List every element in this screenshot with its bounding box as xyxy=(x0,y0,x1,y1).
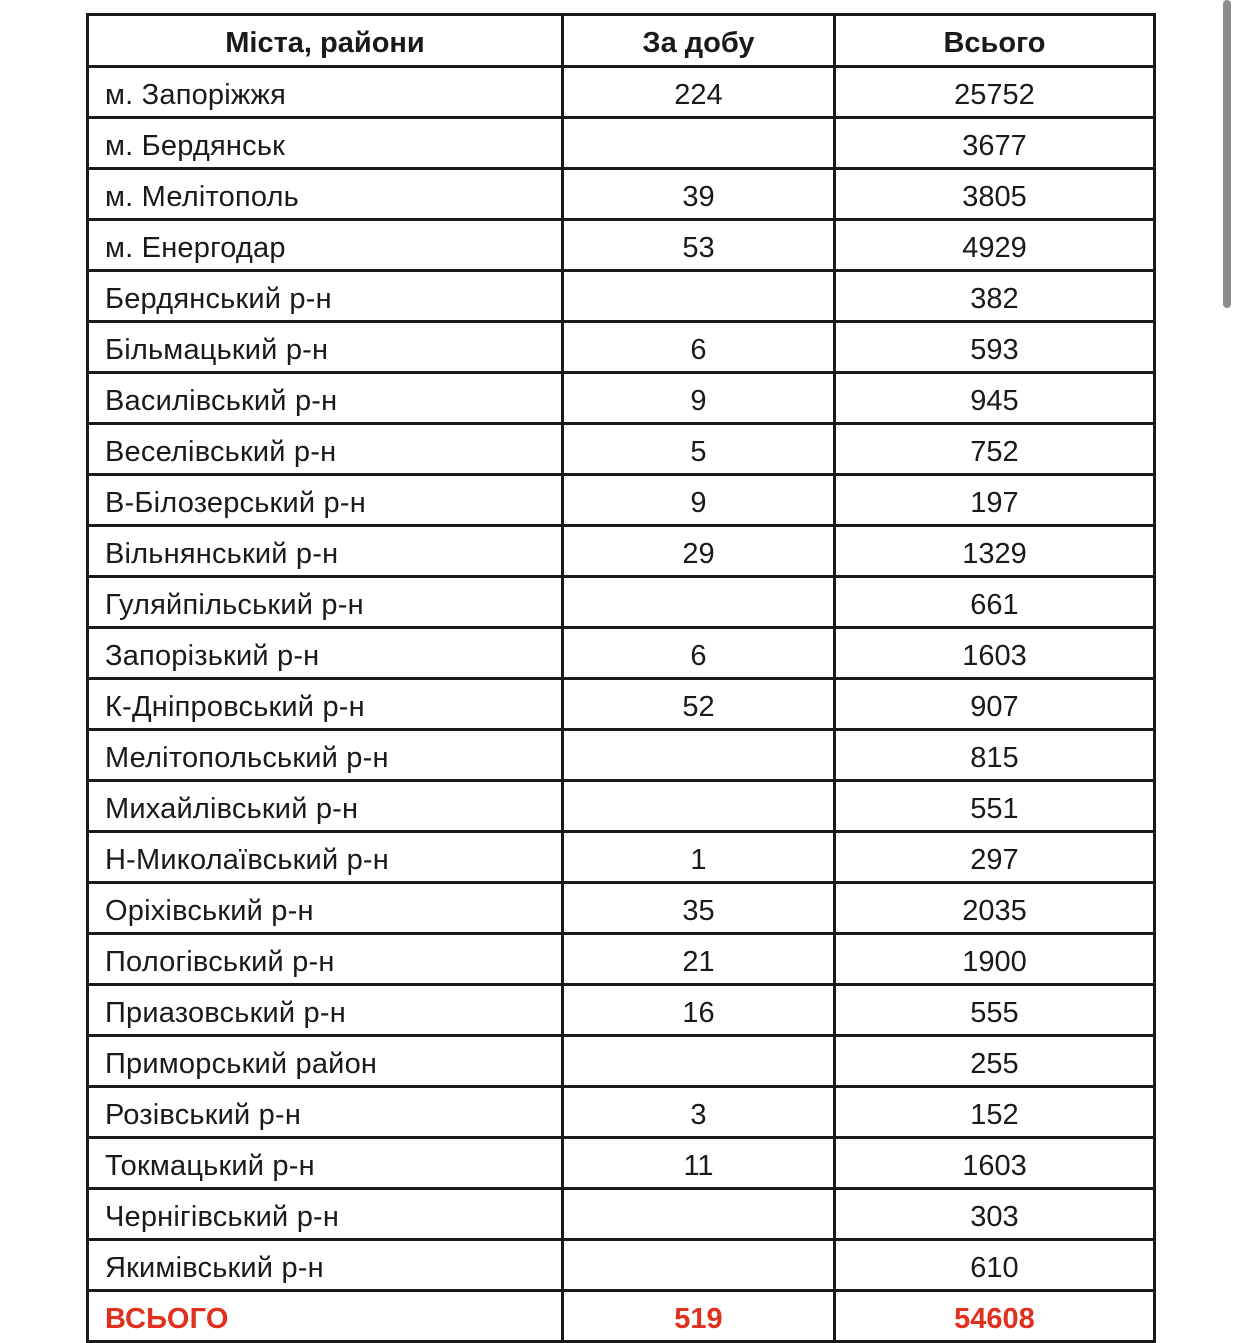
cell-total-count: 1603 xyxy=(835,1138,1155,1189)
cell-city: м. Мелітополь xyxy=(88,169,563,220)
cell-day-count: 5 xyxy=(563,424,835,475)
cell-total-count: 382 xyxy=(835,271,1155,322)
cell-city: Більмацький р-н xyxy=(88,322,563,373)
cell-city: Н-Миколаївський р-н xyxy=(88,832,563,883)
cell-total-count: 610 xyxy=(835,1240,1155,1291)
cell-city: В-Білозерський р-н xyxy=(88,475,563,526)
cell-day-count: 53 xyxy=(563,220,835,271)
table-row xyxy=(88,1240,1155,1291)
table-row xyxy=(88,883,1155,934)
cell-total-count: 3805 xyxy=(835,169,1155,220)
table-row xyxy=(88,526,1155,577)
table-row xyxy=(88,679,1155,730)
table-row xyxy=(88,985,1155,1036)
table-row xyxy=(88,373,1155,424)
cell-total-count: 661 xyxy=(835,577,1155,628)
cell-day-count: 11 xyxy=(563,1138,835,1189)
cell-city: м. Запоріжжя xyxy=(88,67,563,118)
cell-day-count xyxy=(563,1189,835,1240)
cell-day-count xyxy=(563,730,835,781)
total-count: 54608 xyxy=(835,1291,1155,1342)
cell-total-count: 2035 xyxy=(835,883,1155,934)
cell-city: Приазовський р-н xyxy=(88,985,563,1036)
table-row xyxy=(88,781,1155,832)
cell-day-count xyxy=(563,271,835,322)
table-row xyxy=(88,832,1155,883)
table-row xyxy=(88,577,1155,628)
cell-total-count: 297 xyxy=(835,832,1155,883)
covid-cases-table xyxy=(86,13,1156,1343)
table-body xyxy=(88,67,1155,1342)
cell-day-count xyxy=(563,781,835,832)
cell-day-count xyxy=(563,118,835,169)
cell-day-count xyxy=(563,1240,835,1291)
cell-total-count: 945 xyxy=(835,373,1155,424)
total-day-count: 519 xyxy=(563,1291,835,1342)
cell-total-count: 152 xyxy=(835,1087,1155,1138)
cell-city: Запорізький р-н xyxy=(88,628,563,679)
cell-total-count: 907 xyxy=(835,679,1155,730)
cell-total-count: 303 xyxy=(835,1189,1155,1240)
cell-day-count: 3 xyxy=(563,1087,835,1138)
table-row xyxy=(88,118,1155,169)
cell-city: м. Бердянськ xyxy=(88,118,563,169)
cell-day-count: 6 xyxy=(563,322,835,373)
cell-city: Розівський р-н xyxy=(88,1087,563,1138)
cell-city: К-Дніпровський р-н xyxy=(88,679,563,730)
total-label: ВСЬОГО xyxy=(88,1291,563,1342)
cell-day-count: 6 xyxy=(563,628,835,679)
cell-total-count: 555 xyxy=(835,985,1155,1036)
cell-total-count: 255 xyxy=(835,1036,1155,1087)
table-row xyxy=(88,271,1155,322)
table-row xyxy=(88,1189,1155,1240)
cell-total-count: 551 xyxy=(835,781,1155,832)
cell-day-count: 21 xyxy=(563,934,835,985)
cell-city: Бердянський р-н xyxy=(88,271,563,322)
cell-city: Гуляйпільський р-н xyxy=(88,577,563,628)
table-header-row xyxy=(88,15,1155,67)
cell-total-count: 1900 xyxy=(835,934,1155,985)
column-header-day: За добу xyxy=(563,15,835,67)
cell-city: Мелітопольський р-н xyxy=(88,730,563,781)
table-row xyxy=(88,1087,1155,1138)
cell-city: м. Енергодар xyxy=(88,220,563,271)
table-row xyxy=(88,475,1155,526)
table-row xyxy=(88,220,1155,271)
cell-day-count xyxy=(563,577,835,628)
cell-city: Чернігівський р-н xyxy=(88,1189,563,1240)
column-header-total: Всього xyxy=(835,15,1155,67)
cell-day-count: 9 xyxy=(563,475,835,526)
cell-day-count: 16 xyxy=(563,985,835,1036)
column-header-city: Міста, райони xyxy=(88,15,563,67)
table-row xyxy=(88,1138,1155,1189)
vertical-scrollbar[interactable] xyxy=(1223,0,1231,308)
cell-city: Токмацький р-н xyxy=(88,1138,563,1189)
cell-total-count: 815 xyxy=(835,730,1155,781)
cell-day-count: 29 xyxy=(563,526,835,577)
cell-city: Михайлівський р-н xyxy=(88,781,563,832)
cell-day-count: 1 xyxy=(563,832,835,883)
table-row xyxy=(88,169,1155,220)
cell-city: Оріхівський р-н xyxy=(88,883,563,934)
cell-city: Якимівський р-н xyxy=(88,1240,563,1291)
total-row xyxy=(88,1291,1155,1342)
cell-city: Василівський р-н xyxy=(88,373,563,424)
cell-city: Вільнянський р-н xyxy=(88,526,563,577)
cell-city: Пологівський р-н xyxy=(88,934,563,985)
table-row xyxy=(88,1036,1155,1087)
table-row xyxy=(88,934,1155,985)
table-row xyxy=(88,322,1155,373)
cell-city: Веселівський р-н xyxy=(88,424,563,475)
table-row xyxy=(88,67,1155,118)
table-row xyxy=(88,730,1155,781)
cell-total-count: 593 xyxy=(835,322,1155,373)
cell-total-count: 197 xyxy=(835,475,1155,526)
cell-city: Приморський район xyxy=(88,1036,563,1087)
cell-day-count: 9 xyxy=(563,373,835,424)
cell-total-count: 1329 xyxy=(835,526,1155,577)
cell-total-count: 752 xyxy=(835,424,1155,475)
table-row xyxy=(88,628,1155,679)
cell-total-count: 4929 xyxy=(835,220,1155,271)
cell-day-count: 224 xyxy=(563,67,835,118)
cell-day-count xyxy=(563,1036,835,1087)
cell-total-count: 25752 xyxy=(835,67,1155,118)
cell-day-count: 35 xyxy=(563,883,835,934)
cell-day-count: 52 xyxy=(563,679,835,730)
table-row xyxy=(88,424,1155,475)
cell-day-count: 39 xyxy=(563,169,835,220)
cell-total-count: 1603 xyxy=(835,628,1155,679)
cell-total-count: 3677 xyxy=(835,118,1155,169)
